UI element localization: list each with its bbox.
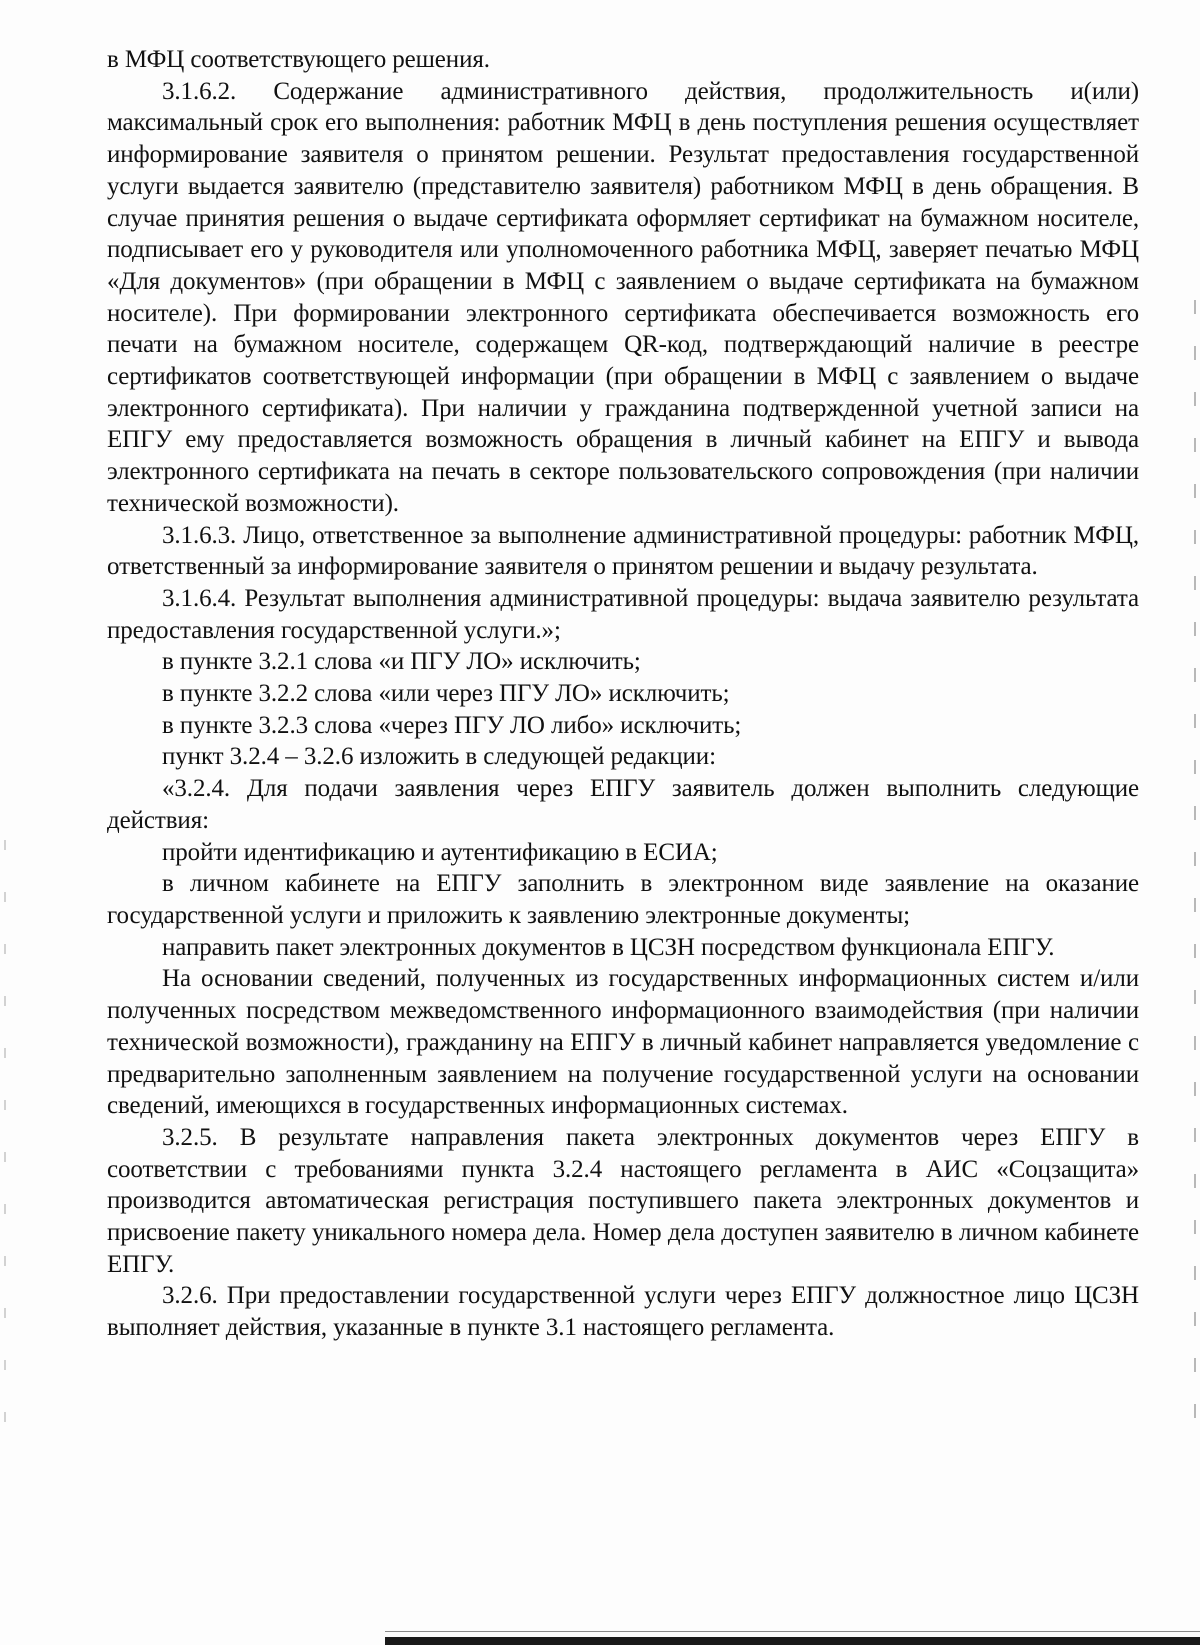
paragraph-continuation: в МФЦ соответствующего решения. <box>107 46 490 73</box>
paragraph-3-1-6-3: 3.1.6.3. Лицо, ответственное за выполнение административной процедуры: работник МФЦ, ответственный за информирование заявителя о принятом решении и выдачу результата. <box>107 521 1139 581</box>
paragraph-amend-3-2-1: в пункте 3.2.1 слова «и ПГУ ЛО» исключить; <box>162 648 641 676</box>
paragraph-3-1-6-4: 3.1.6.4. Результат выполнения административной процедуры: выдача заявителю результата предоставления государственной услуги.»; <box>107 584 1139 644</box>
paragraph-3-2-6: 3.2.6. При предоставлении государственной услуги через ЕПГУ должностное лицо ЦСЗН выполняет действия, указанные в пункте 3.1 настоящего регламента. <box>107 1282 1139 1342</box>
document-body <box>107 44 1139 1344</box>
paragraph-step-identify: пройти идентификацию и аутентификацию в ЕСИА; <box>162 838 718 866</box>
paragraph-amend-3-2-2: в пункте 3.2.2 слова «или через ПГУ ЛО» исключить; <box>162 680 730 708</box>
scan-bottom-edge <box>385 1637 1200 1645</box>
scan-edge-marks-right <box>1194 300 1196 1450</box>
paragraph-3-2-5: 3.2.5. В результате направления пакета электронных документов через ЕПГУ в соответствии с требованиями пункта 3.2.4 настоящего регламента в АИС «Соцзащита» производится автоматическая регистрация поступившего пакета электронных документов и присвоение пакету уникального номера дела. Номер дела доступен заявителю в личном кабинете ЕПГУ. <box>107 1123 1139 1278</box>
paragraph-3-2-4: «3.2.4. Для подачи заявления через ЕПГУ заявитель должен выполнить следующие действия: <box>107 775 1139 834</box>
paragraph-step-fill: в личном кабинете на ЕПГУ заполнить в электронном виде заявление на оказание государственной услуги и приложить к заявлению электронные документы; <box>107 870 1139 929</box>
paragraph-step-send: направить пакет электронных документов в ЦСЗН посредством функционала ЕПГУ. <box>162 933 1055 961</box>
paragraph-amend-3-2-4-6: пункт 3.2.4 – 3.2.6 изложить в следующей редакции: <box>162 743 716 771</box>
paragraph-amend-3-2-3: в пункте 3.2.3 слова «через ПГУ ЛО либо» исключить; <box>162 711 742 739</box>
paragraph-3-1-6-2: 3.1.6.2. Содержание административного действия, продолжительность и(или) максимальный срок его выполнения: работник МФЦ в день поступления решения осуществляет информирование заявителя о принятом решении. Результат предоставления государственной услуги выдается заявителю (представителю заявителя) работником МФЦ в день обращения. В случае принятия решения о выдаче сертификата оформляет сертификат на бумажном носителе, подписывает его у руководителя или уполномоченного работника МФЦ, заверяет печатью МФЦ «Для документов» (при обращении в МФЦ с заявлением о выдаче сертификата на бумажном носителе). При формировании электронного сертификата обеспечивается возможность его печати на бумажном носителе, содержащем QR-код, подтверждающий наличие в реестре сертификатов соответствующей информации (при обращении в МФЦ с заявлением о выдаче электронного сертификата). При наличии у гражданина подтвержденной учетной записи на ЕПГУ ему предоставляется возможность обращения в личный кабинет на ЕПГУ и вывода электронного сертификата на печать в секторе пользовательского сопровождения (при наличии технической возможности). <box>107 77 1139 517</box>
scan-edge-marks-left <box>4 840 6 1460</box>
paragraph-basis: На основании сведений, полученных из государственных информационных систем и/или полученных посредством межведомственного информационного взаимодействия (при наличии технической возможности), гражданину на ЕПГУ в личный кабинет направляется уведомление с предварительно заполненным заявлением на получение государственной услуги на основании сведений, имеющихся в государственных информационных системах. <box>107 965 1139 1120</box>
scan-bottom-thin-line <box>385 1631 1200 1632</box>
